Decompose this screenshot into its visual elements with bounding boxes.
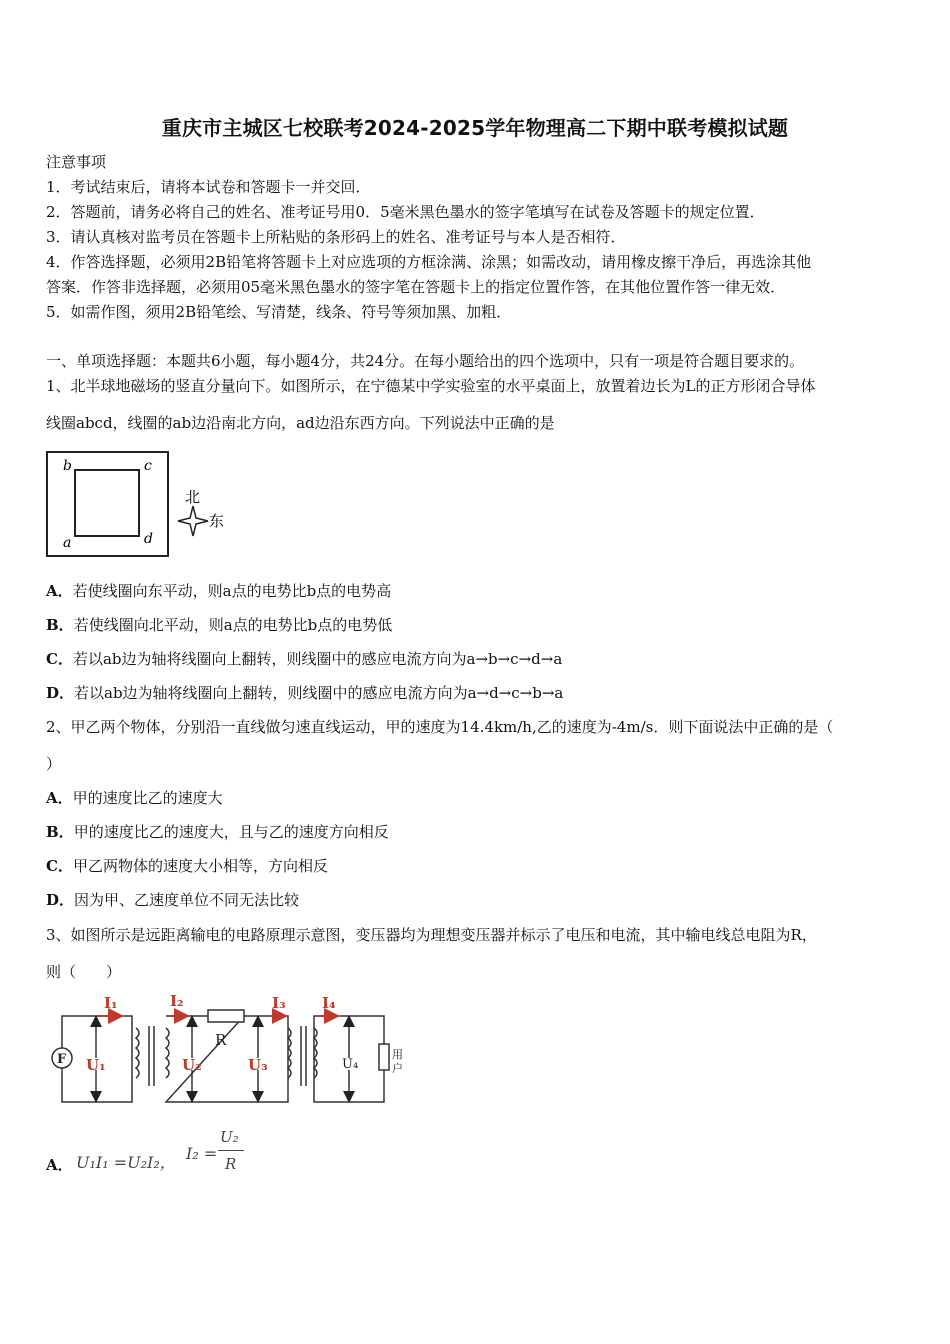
- notice-item: 答案．作答非选择题，必须用05毫米黑色墨水的签字笔在答题卡上的指定位置作答，在其他位置作答一律无效．: [46, 278, 786, 296]
- notice-item: 2．答题前，请务必将自己的姓名、准考证号用0．5毫米黑色墨水的签字笔填写在试卷及答题卡的规定位置．: [46, 203, 765, 221]
- notice-item: 3．请认真核对监考员在答题卡上所粘贴的条形码上的姓名、准考证号与本人是否相符．: [46, 228, 626, 246]
- core-2: [301, 1026, 306, 1086]
- load: [379, 1044, 389, 1070]
- label-d: d: [144, 531, 153, 547]
- q2-stem: ）: [46, 755, 62, 773]
- label-I3: I₃: [272, 994, 286, 1012]
- q1-option-b[interactable]: B．若使线圈向北平动，则a点的电势比b点的电势低: [46, 616, 393, 634]
- q2-option-d[interactable]: D．因为甲、乙速度单位不同无法比较: [46, 891, 300, 909]
- q1-stem: 线圈abcd，线圈的ab边沿南北方向，ad边沿东西方向。下列说法中正确的是: [46, 414, 555, 432]
- label-R: R: [215, 1031, 227, 1049]
- label-U2: U₂: [182, 1056, 202, 1074]
- notice-item: 1．考试结束后，请将本试卷和答题卡一并交回．: [46, 178, 371, 196]
- q2-stem: 2、甲乙两个物体，分别沿一直线做匀速直线运动，甲的速度为14.4km/h,乙的速度为-4m/s．则下面说法中正确的是（: [46, 718, 834, 736]
- q1-option-d[interactable]: D．若以ab边为轴将线圈向上翻转，则线圈中的感应电流方向为a→d→c→b→a: [46, 684, 564, 702]
- q3-circuit-figure: [46, 988, 416, 1112]
- q1-stem: 1、北半球地磁场的竖直分量向下。如图所示，在宁德某中学实验室的水平桌面上，放置着边长为L的正方形闭合导体: [46, 377, 816, 395]
- label-north: 北: [185, 488, 201, 506]
- notice-item: 5．如需作图，须用2B铅笔绘、写清楚，线条、符号等须加黑、加粗．: [46, 303, 512, 321]
- label-east: 东: [209, 512, 225, 530]
- label-U1: U₁: [86, 1056, 106, 1074]
- core-1: [149, 1026, 154, 1086]
- q1-option-a[interactable]: A．若使线圈向东平动，则a点的电势比b点的电势高: [46, 582, 392, 600]
- label-user: 户: [392, 1062, 403, 1075]
- label-c: c: [144, 458, 152, 474]
- q2-option-a[interactable]: A．甲的速度比乙的速度大: [46, 789, 223, 807]
- coil-square: [75, 470, 139, 536]
- label-F: F: [57, 1052, 67, 1067]
- q1-option-c[interactable]: C．若以ab边为轴将线圈向上翻转，则线圈中的感应电流方向为a→b→c→d→a: [46, 650, 563, 668]
- label-U4: U₄: [342, 1057, 359, 1072]
- label-b: b: [63, 458, 72, 474]
- compass-icon: [178, 506, 208, 536]
- notice-item: 4．作答选择题，必须用2B铅笔将答题卡上对应选项的方框涂满、涂黑；如需改动，请用橡皮擦干净后，再选涂其他: [46, 253, 812, 271]
- q1-coil-figure: [46, 450, 236, 560]
- label-I4: I₄: [322, 994, 336, 1012]
- q3-stem: 3、如图所示是远距离输电的电路原理示意图，变压器均为理想变压器并标示了电压和电流，其中输电线总电阻为R，: [46, 926, 817, 944]
- label-a: a: [63, 535, 72, 551]
- label-U3: U₃: [248, 1056, 268, 1074]
- notice-heading: 注意事项: [46, 153, 107, 171]
- page-title: 重庆市主城区七校联考2024-2025学年物理高二下期中联考模拟试题: [161, 116, 789, 140]
- resistor: [208, 1010, 244, 1022]
- coil-1a: [136, 1028, 139, 1078]
- q2-option-b[interactable]: B．甲的速度比乙的速度大，且与乙的速度方向相反: [46, 823, 389, 841]
- coil-1b: [166, 1028, 169, 1078]
- section-heading: 一、单项选择题：本题共6小题，每小题4分，共24分。在每小题给出的四个选项中，只有一项是符合题目要求的。: [46, 352, 805, 370]
- q2-option-c[interactable]: C．甲乙两物体的速度大小相等，方向相反: [46, 857, 328, 875]
- label-I1: I₁: [104, 994, 118, 1012]
- label-I2: I₂: [170, 992, 184, 1010]
- q3-stem: 则（ ）: [46, 963, 122, 981]
- label-user: 用: [392, 1048, 403, 1061]
